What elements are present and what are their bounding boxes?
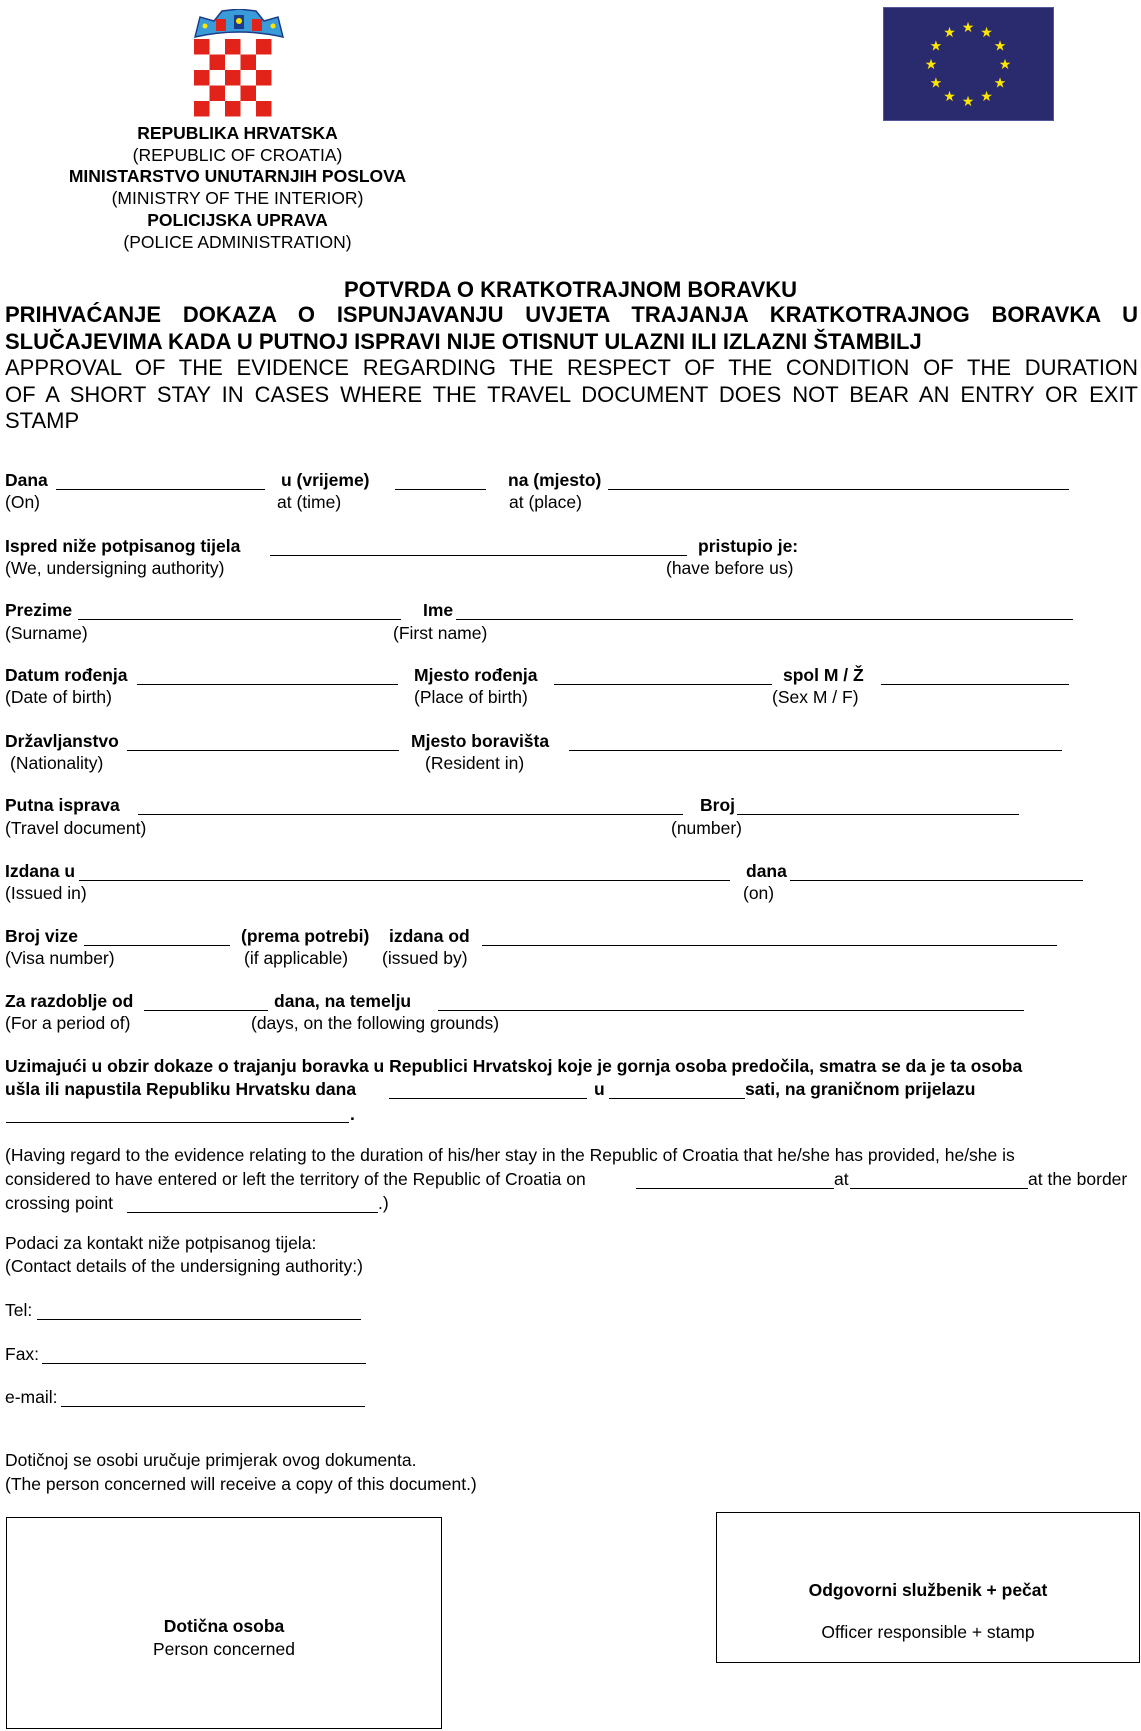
copy-note-hr: Dotičnoj se osobi uručuje primjerak ovog dokumenta. <box>5 1450 417 1470</box>
shield-square <box>225 70 241 86</box>
label-prema: (prema potrebi) <box>241 926 370 946</box>
border-crossing-en-field[interactable] <box>127 1193 378 1213</box>
statement-en-crossing: crossing point <box>5 1193 113 1213</box>
label-ime: Ime <box>423 600 454 620</box>
header-line: POLICIJSKA UPRAVA <box>147 209 328 230</box>
header-line: MINISTARSTVO UNUTARNJIH POSLOVA <box>68 166 407 187</box>
document-subtitle <box>5 302 1138 435</box>
shield-square <box>256 55 272 71</box>
person-signature-box[interactable] <box>6 1517 442 1729</box>
resident-in-field[interactable] <box>569 731 1062 751</box>
shield-square <box>225 55 241 71</box>
shield-square <box>210 39 226 55</box>
eu-flag <box>883 7 1054 121</box>
shield-square <box>256 101 272 117</box>
label-prezime: Prezime <box>5 600 73 620</box>
officer-label-hr: Odgovorni službenik + pečat <box>808 1580 1048 1600</box>
star-icon: ★ <box>924 56 938 72</box>
shield-square <box>194 70 210 86</box>
place-of-birth-field[interactable] <box>554 665 772 685</box>
label-time: at (time) <box>277 492 342 512</box>
shield-square <box>225 86 241 102</box>
statement-en-line: considered to have entered or left the territory of the Republic of Croatia on <box>5 1169 586 1189</box>
label-mjesto: na (mjesto) <box>508 470 602 490</box>
label-if-applicable: (if applicable) <box>244 948 349 968</box>
label-on: (On) <box>5 492 40 512</box>
shield-square <box>241 86 257 102</box>
label-broj-vize: Broj vize <box>5 926 78 946</box>
label-mjesto-rodenja: Mjesto rođenja <box>414 665 538 685</box>
shield-square <box>256 70 272 86</box>
label-nationality: (Nationality) <box>10 753 104 773</box>
label-dob: (Date of birth) <box>5 687 112 707</box>
shield-square <box>256 39 272 55</box>
label-fax: Fax: <box>5 1344 40 1364</box>
border-crossing-field[interactable] <box>6 1103 349 1123</box>
surname-field[interactable] <box>78 600 401 620</box>
header-line: REPUBLIKA HRVATSKA <box>137 123 338 143</box>
shield-square <box>210 101 226 117</box>
contact-heading-en: (Contact details of the undersigning authority:) <box>5 1256 363 1276</box>
shield-square <box>241 55 257 71</box>
person-label-hr: Dotična osoba <box>163 1616 285 1636</box>
fax-field[interactable] <box>42 1344 366 1364</box>
shield-square <box>241 39 257 55</box>
label-issued-by: (issued by) <box>382 948 468 968</box>
sex-field[interactable] <box>881 665 1069 685</box>
statement-en-at: at <box>834 1169 849 1189</box>
label-have-before: (have before us) <box>666 558 794 578</box>
label-na-temelju: dana, na temelju <box>274 991 412 1011</box>
document-title: POTVRDA O KRATKOTRAJNOM BORAVKU <box>343 277 798 302</box>
shield-square <box>194 55 210 71</box>
shield-square <box>194 39 210 55</box>
label-dana: Dana <box>5 470 48 490</box>
header-line: (REPUBLIC OF CROATIA) <box>132 144 343 165</box>
subtitle-en-line: APPROVAL OF THE EVIDENCE REGARDING THE RESPECT OF THE CONDITION OF THE DURATION <box>5 355 1138 380</box>
crown-icon <box>195 9 283 37</box>
subtitle-hr-line: PRIHVAĆANJE DOKAZA O ISPUNJAVANJU UVJETA TRAJANJA KRATKOTRAJNOG BORAVKA U <box>5 302 1138 327</box>
entry-date-en-field[interactable] <box>636 1169 834 1189</box>
time-field[interactable] <box>395 470 486 490</box>
officer-label-en: Officer responsible + stamp <box>821 1622 1035 1642</box>
label-grounds: (days, on the following grounds) <box>251 1013 500 1033</box>
label-issued-in: (Issued in) <box>5 883 87 903</box>
email-field[interactable] <box>61 1387 365 1407</box>
statement-hr-line: Uzimajući u obzir dokaze o trajanju boravka u Republici Hrvatskoj koje je gornja osoba predočila, smatra se da je ta osoba <box>5 1056 1023 1076</box>
label-sex: (Sex M / F) <box>772 687 859 707</box>
star-icon: ★ <box>943 88 956 105</box>
statement-hr-line: ušla ili napustila Republiku Hrvatsku dana <box>5 1079 357 1099</box>
label-broj: Broj <box>700 795 735 815</box>
subtitle-en-line: OF A SHORT STAY IN CASES WHERE THE TRAVEL DOCUMENT DOES NOT BEAR AN ENTRY OR EXIT <box>5 381 1138 407</box>
first-name-field[interactable] <box>456 600 1073 620</box>
star-icon: ★ <box>929 37 943 54</box>
shield-square <box>225 39 241 55</box>
label-spol: spol M / Ž <box>783 665 864 685</box>
officer-stamp-box[interactable] <box>716 1512 1140 1663</box>
shield-square <box>241 101 257 117</box>
statement-hr-end: . <box>350 1104 355 1124</box>
statement-en-line: (Having regard to the evidence relating to the duration of his/her stay in the Republic of Croatia that he/she has provided, he/she is <box>5 1145 1015 1165</box>
issued-by-field[interactable] <box>482 926 1057 946</box>
shield-square <box>210 70 226 86</box>
star-icon: ★ <box>929 74 943 91</box>
label-on2: (on) <box>743 883 775 903</box>
visa-number-field[interactable] <box>84 926 230 946</box>
issuing-authority <box>40 123 435 253</box>
label-surname: (Surname) <box>5 623 88 643</box>
header-line: (POLICE ADMINISTRATION) <box>123 231 352 252</box>
star-icon: ★ <box>961 19 975 35</box>
document-number-field[interactable] <box>737 795 1019 815</box>
statement-en-border: at the border <box>1028 1169 1128 1189</box>
star-icon: ★ <box>998 56 1012 72</box>
subtitle-en-line: STAMP <box>5 408 80 433</box>
star-icon: ★ <box>993 74 1007 91</box>
label-pristupio: pristupio je: <box>698 536 799 556</box>
person-label-en: Person concerned <box>152 1639 296 1659</box>
nationality-field[interactable] <box>127 731 399 751</box>
shield-square <box>194 86 210 102</box>
shield-square <box>225 101 241 117</box>
croatian-coat-of-arms <box>192 9 287 123</box>
entry-time-en-field[interactable] <box>850 1169 1028 1189</box>
place-field[interactable] <box>608 470 1069 490</box>
shield-square <box>241 70 257 86</box>
label-travel-doc: (Travel document) <box>5 818 147 838</box>
label-email: e-mail: <box>5 1387 58 1407</box>
label-ispred: Ispred niže potpisanog tijela <box>5 536 241 556</box>
label-we: (We, undersigning authority) <box>5 558 225 578</box>
label-first-name: (First name) <box>393 623 488 643</box>
entry-date-field[interactable] <box>389 1079 587 1099</box>
statement-hr-sati: sati, na graničnom prijelazu <box>745 1079 976 1099</box>
star-icon: ★ <box>980 88 993 105</box>
label-izdana-od: izdana od <box>389 926 470 946</box>
checkerboard-shield <box>194 39 272 117</box>
shield-square <box>194 101 210 117</box>
tel-field[interactable] <box>37 1300 361 1320</box>
label-putna: Putna isprava <box>5 795 120 815</box>
issued-on-field[interactable] <box>790 861 1083 881</box>
label-period: (For a period of) <box>5 1013 131 1033</box>
star-icon: ★ <box>943 23 956 40</box>
grounds-field[interactable] <box>438 991 1024 1011</box>
star-icon: ★ <box>961 93 975 109</box>
label-place: at (place) <box>509 492 582 512</box>
label-razdoblje: Za razdoblje od <box>5 991 134 1011</box>
period-field[interactable] <box>144 991 268 1011</box>
statement-en-end: .) <box>378 1193 389 1213</box>
label-izdana-u: Izdana u <box>5 861 76 881</box>
date-of-birth-field[interactable] <box>137 665 398 685</box>
subtitle-hr-line: SLUČAJEVIMA KADA U PUTNOJ ISPRAVI NIJE OTISNUT ULAZNI ILI IZLAZNI ŠTAMBILJ <box>5 328 922 354</box>
label-number: (number) <box>671 818 742 838</box>
label-boraviste: Mjesto boravišta <box>411 731 550 751</box>
label-vrijeme: u (vrijeme) <box>281 470 370 490</box>
label-resident: (Resident in) <box>425 753 525 773</box>
label-dana2: dana <box>746 861 787 881</box>
entry-time-field[interactable] <box>609 1079 745 1099</box>
contact-heading-hr: Podaci za kontakt niže potpisanog tijela: <box>5 1233 317 1253</box>
copy-note-en: (The person concerned will receive a copy of this document.) <box>5 1474 477 1494</box>
label-pob: (Place of birth) <box>414 687 528 707</box>
shield-square <box>256 86 272 102</box>
date-field[interactable] <box>56 470 265 490</box>
label-tel: Tel: <box>5 1300 33 1320</box>
header-line: (MINISTRY OF THE INTERIOR) <box>111 188 364 209</box>
label-visa-number: (Visa number) <box>5 948 115 968</box>
shield-square <box>210 86 226 102</box>
shield-square <box>210 55 226 71</box>
label-drzavljanstvo: Državljanstvo <box>5 731 119 751</box>
travel-document-field[interactable] <box>138 795 683 815</box>
statement-hr-u: u <box>594 1079 605 1099</box>
authority-field[interactable] <box>270 536 687 556</box>
issued-in-field[interactable] <box>79 861 730 881</box>
star-icon: ★ <box>993 37 1007 54</box>
label-datum: Datum rođenja <box>5 665 128 685</box>
star-icon: ★ <box>980 23 993 40</box>
